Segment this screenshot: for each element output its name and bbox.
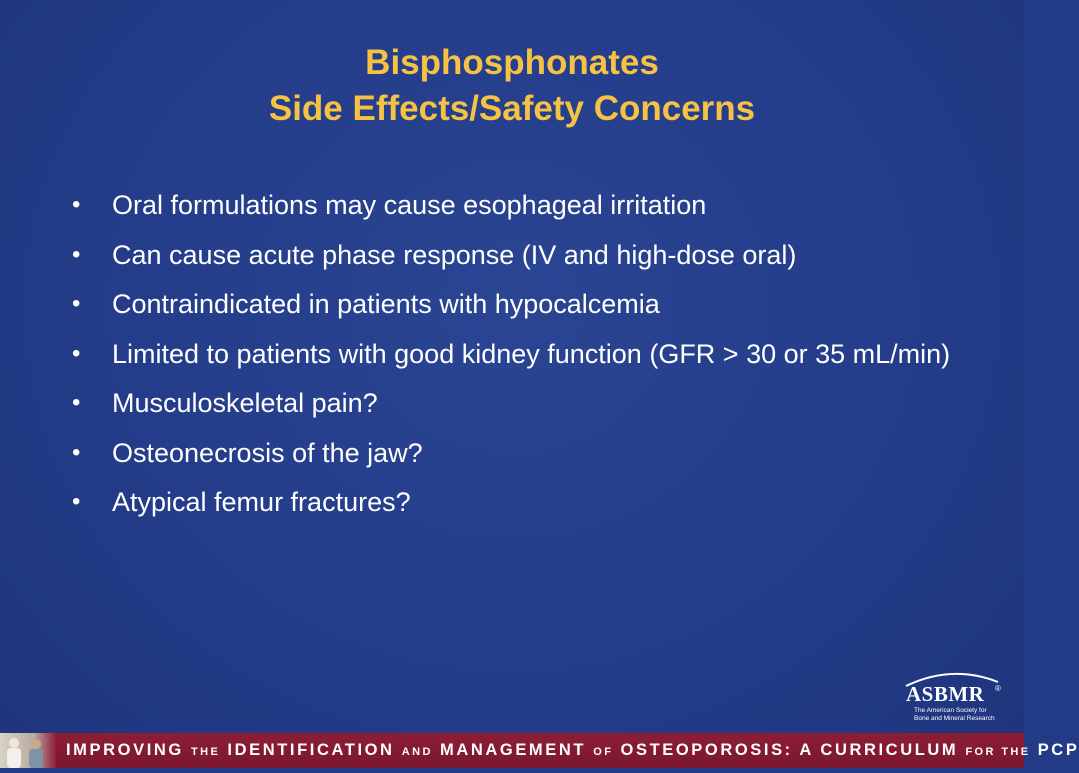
footer-banner <box>0 733 1079 768</box>
bullet-item <box>72 284 952 324</box>
bullet-text: Contraindicated in patients with hypocalcemia <box>112 289 660 319</box>
footer-word: PCP <box>1037 741 1079 759</box>
footer-word: IMPROVING <box>66 741 184 759</box>
bullet-dot-icon: • <box>72 290 81 317</box>
bullet-item <box>72 383 952 423</box>
bullet-dot-icon: • <box>72 438 81 466</box>
bullet-text: Osteonecrosis of the jaw? <box>112 437 423 468</box>
bullet-dot-icon: • <box>72 191 81 218</box>
asbmr-logo <box>900 668 1012 724</box>
logo-subtitle-line-1: The American Society for <box>914 707 987 714</box>
registered-mark: ® <box>995 684 1001 693</box>
bullet-dot-icon: • <box>72 389 81 416</box>
footer-curriculum-title <box>66 733 1079 768</box>
footer-word: OSTEOPOROSIS: A CURRICULUM <box>620 741 959 759</box>
doctor-patient-photo-icon <box>0 733 56 768</box>
footer-word: IDENTIFICATION <box>227 741 395 759</box>
bullet-list <box>72 185 952 532</box>
bullet-item <box>72 433 952 473</box>
footer-word: FOR THE <box>965 746 1031 758</box>
bullet-text: Can cause acute phase response (IV and high-dose oral) <box>112 239 797 270</box>
bullet-text: Limited to patients with good kidney function (GFR > 30 or 35 mL/min) <box>112 338 951 369</box>
footer-word: THE <box>191 746 221 758</box>
bullet-item <box>72 482 952 522</box>
logo-name: ASBMR <box>906 682 985 706</box>
footer-word: AND <box>401 746 433 758</box>
bullet-text: Atypical femur fractures? <box>112 487 411 517</box>
logo-subtitle-line-2: Bone and Mineral Research <box>914 715 995 722</box>
bullet-dot-icon: • <box>72 240 81 268</box>
logo-subtitle <box>914 707 1014 723</box>
photo-figures-icon <box>0 733 56 768</box>
bullet-dot-icon: • <box>72 339 81 367</box>
title-line-2: Side Effects/Safety Concerns <box>268 89 756 128</box>
bullet-text: Musculoskeletal pain? <box>112 388 378 418</box>
bullet-text: Oral formulations may cause esophageal irritation <box>112 190 707 220</box>
footer-word: OF <box>593 746 614 758</box>
bullet-item <box>72 235 952 275</box>
title-line-1: Bisphosphonates <box>365 43 659 82</box>
footer-word: MANAGEMENT <box>440 741 587 759</box>
bullet-item <box>72 185 952 225</box>
bullet-dot-icon: • <box>72 488 81 515</box>
slide-title <box>0 40 1024 132</box>
bullet-item <box>72 334 952 374</box>
